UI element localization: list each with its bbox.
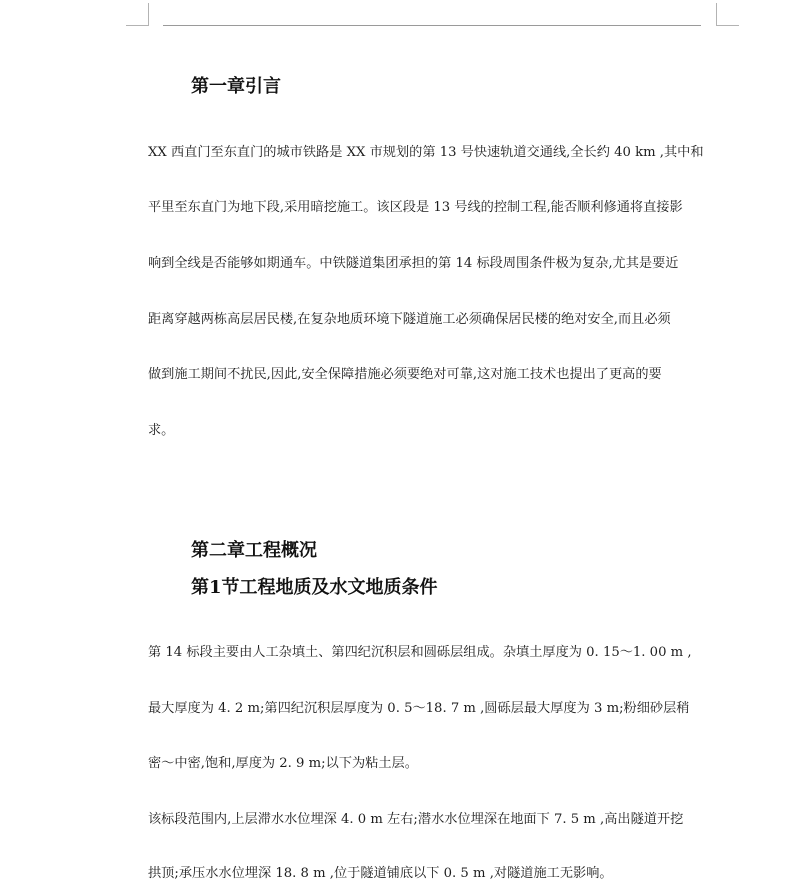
section-1-line: 该标段范围内,上层滞水水位埋深 4. 0 m 左右;潜水水位埋深在地面下 7. 5 m ,高出隧道开挖 [148, 812, 684, 827]
chapter-1-line: XX 西直门至东直门的城市铁路是 XX 市规划的第 13 号快速轨道交通线,全长约 40 km ,其中和 [148, 145, 704, 160]
section-1-line: 密～中密,饱和,厚度为 2. 9 m;以下为粘土层。 [148, 756, 418, 771]
chapter-1-line: 做到施工期间不扰民,因此,安全保障措施必须要绝对可靠,这对施工技术也提出了更高的要 [148, 367, 662, 382]
chapter-1-line: 响到全线是否能够如期通车。中铁隧道集团承担的第 14 标段周围条件极为复杂,尤其是要近 [148, 256, 679, 271]
header-rule [163, 25, 701, 26]
section-1-line: 第 14 标段主要由人工杂填土、第四纪沉积层和圆砾层组成。杂填土厚度为 0. 15～1. 00 m , [148, 645, 692, 660]
chapter-1-line: 距离穿越两栋高层居民楼,在复杂地质环境下隧道施工必须确保居民楼的绝对安全,而且必须 [148, 312, 671, 327]
section-1-heading: 第1节工程地质及水文地质条件 [191, 577, 438, 598]
margin-corner-mark-right [716, 3, 739, 26]
chapter-2-heading: 第二章工程概况 [191, 540, 317, 561]
chapter-1-line: 求。 [148, 423, 175, 438]
margin-corner-mark-left [126, 3, 149, 26]
chapter-1-line: 平里至东直门为地下段,采用暗挖施工。该区段是 13 号线的控制工程,能否顺利修通将直接影 [148, 200, 683, 215]
chapter-1-heading: 第一章引言 [191, 76, 281, 97]
section-1-line: 最大厚度为 4. 2 m;第四纪沉积层厚度为 0. 5～18. 7 m ,圆砾层最大厚度为 3 m;粉细砂层稍 [148, 701, 690, 716]
section-1-line: 拱顶;承压水水位埋深 18. 8 m ,位于隧道铺底以下 0. 5 m ,对隧道施工无影响。 [148, 866, 613, 879]
